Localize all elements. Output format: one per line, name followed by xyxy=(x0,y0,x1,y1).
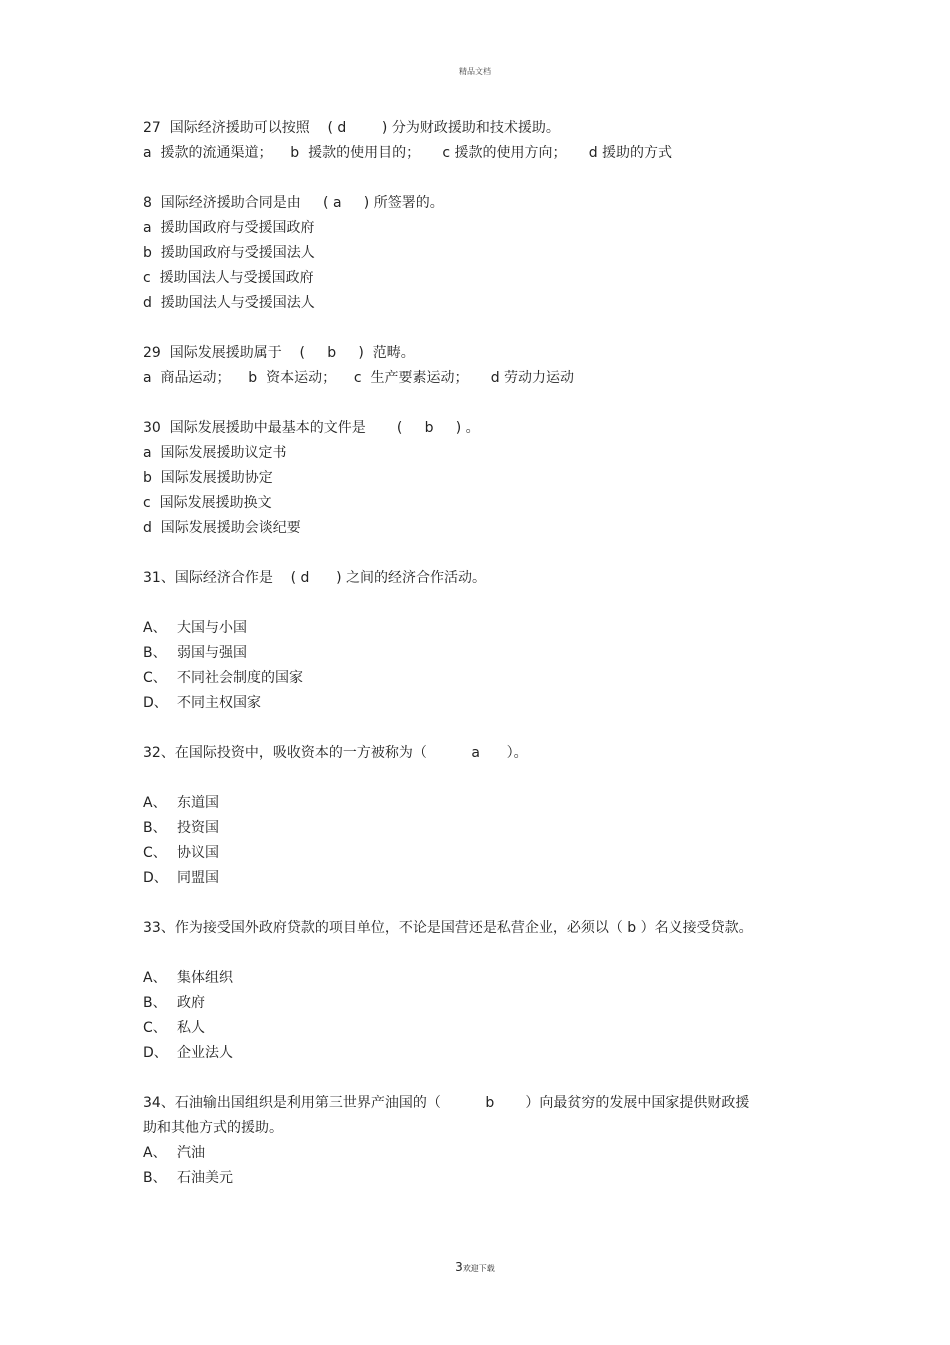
question-stem: 31、国际经济合作是 ( d ) 之间的经济合作活动。 xyxy=(143,570,487,586)
document-body xyxy=(143,116,813,1216)
option: d 援助国法人与受援国法人 xyxy=(143,295,315,311)
option: B、 投资国 xyxy=(143,820,219,836)
option: A、 汽油 xyxy=(143,1145,205,1161)
option: B、 石油美元 xyxy=(143,1170,233,1186)
option: B、 弱国与强国 xyxy=(143,645,247,661)
question-stem: 32、在国际投资中，吸收资本的一方被称为（ a ）。 xyxy=(143,745,528,761)
option: d 国际发展援助会谈纪要 xyxy=(143,520,301,536)
question-stem: 27 国际经济援助可以按照 ( d ) 分为财政援助和技术援助。 xyxy=(143,120,560,136)
page-number: 3 xyxy=(455,1260,463,1274)
question-30 xyxy=(143,416,813,541)
option: D、 同盟国 xyxy=(143,870,219,886)
option: a 国际发展援助议定书 xyxy=(143,445,287,461)
question-8 xyxy=(143,191,813,316)
question-29 xyxy=(143,341,813,391)
question-stem: 30 国际发展援助中最基本的文件是 ( b ) 。 xyxy=(143,420,480,436)
question-31 xyxy=(143,566,813,716)
option: b 国际发展援助协定 xyxy=(143,470,273,486)
option: A、 大国与小国 xyxy=(143,620,247,636)
option: c 国际发展援助换文 xyxy=(143,495,272,511)
question-stem: 8 国际经济援助合同是由 ( a ) 所签署的。 xyxy=(143,195,444,211)
option: C、 协议国 xyxy=(143,845,219,861)
option: C、 不同社会制度的国家 xyxy=(143,670,303,686)
question-33 xyxy=(143,916,813,1066)
option: B、 政府 xyxy=(143,995,205,1011)
question-options: a 商品运动； b 资本运动； c 生产要素运动； d 劳动力运动 xyxy=(143,370,575,386)
question-32 xyxy=(143,741,813,891)
question-stem-continued: 助和其他方式的援助。 xyxy=(143,1120,283,1136)
question-34 xyxy=(143,1091,813,1191)
question-stem: 34、石油输出国组织是利用第三世界产油国的（ b ）向最贫穷的发展中国家提供财政援 xyxy=(143,1095,750,1111)
question-options: a 援款的流通渠道； b 援款的使用目的； c 援款的使用方向； d 援助的方式 xyxy=(143,145,673,161)
footer-text: 欢迎下载 xyxy=(462,1264,495,1273)
option: A、 集体组织 xyxy=(143,970,233,986)
option: D、 企业法人 xyxy=(143,1045,233,1061)
question-stem: 29 国际发展援助属于 ( b ) 范畴。 xyxy=(143,345,415,361)
option: A、 东道国 xyxy=(143,795,219,811)
page-footer xyxy=(0,1260,950,1274)
question-stem: 33、作为接受国外政府贷款的项目单位，不论是国营还是私营企业，必须以（ b ）名义接受贷款。 xyxy=(143,920,753,936)
option: c 援助国法人与受援国政府 xyxy=(143,270,314,286)
question-27 xyxy=(143,116,813,166)
option: b 援助国政府与受援国法人 xyxy=(143,245,315,261)
option: D、 不同主权国家 xyxy=(143,695,261,711)
option: C、 私人 xyxy=(143,1020,205,1036)
option: a 援助国政府与受援国政府 xyxy=(143,220,315,236)
page-header: 精品文档 xyxy=(459,67,491,76)
